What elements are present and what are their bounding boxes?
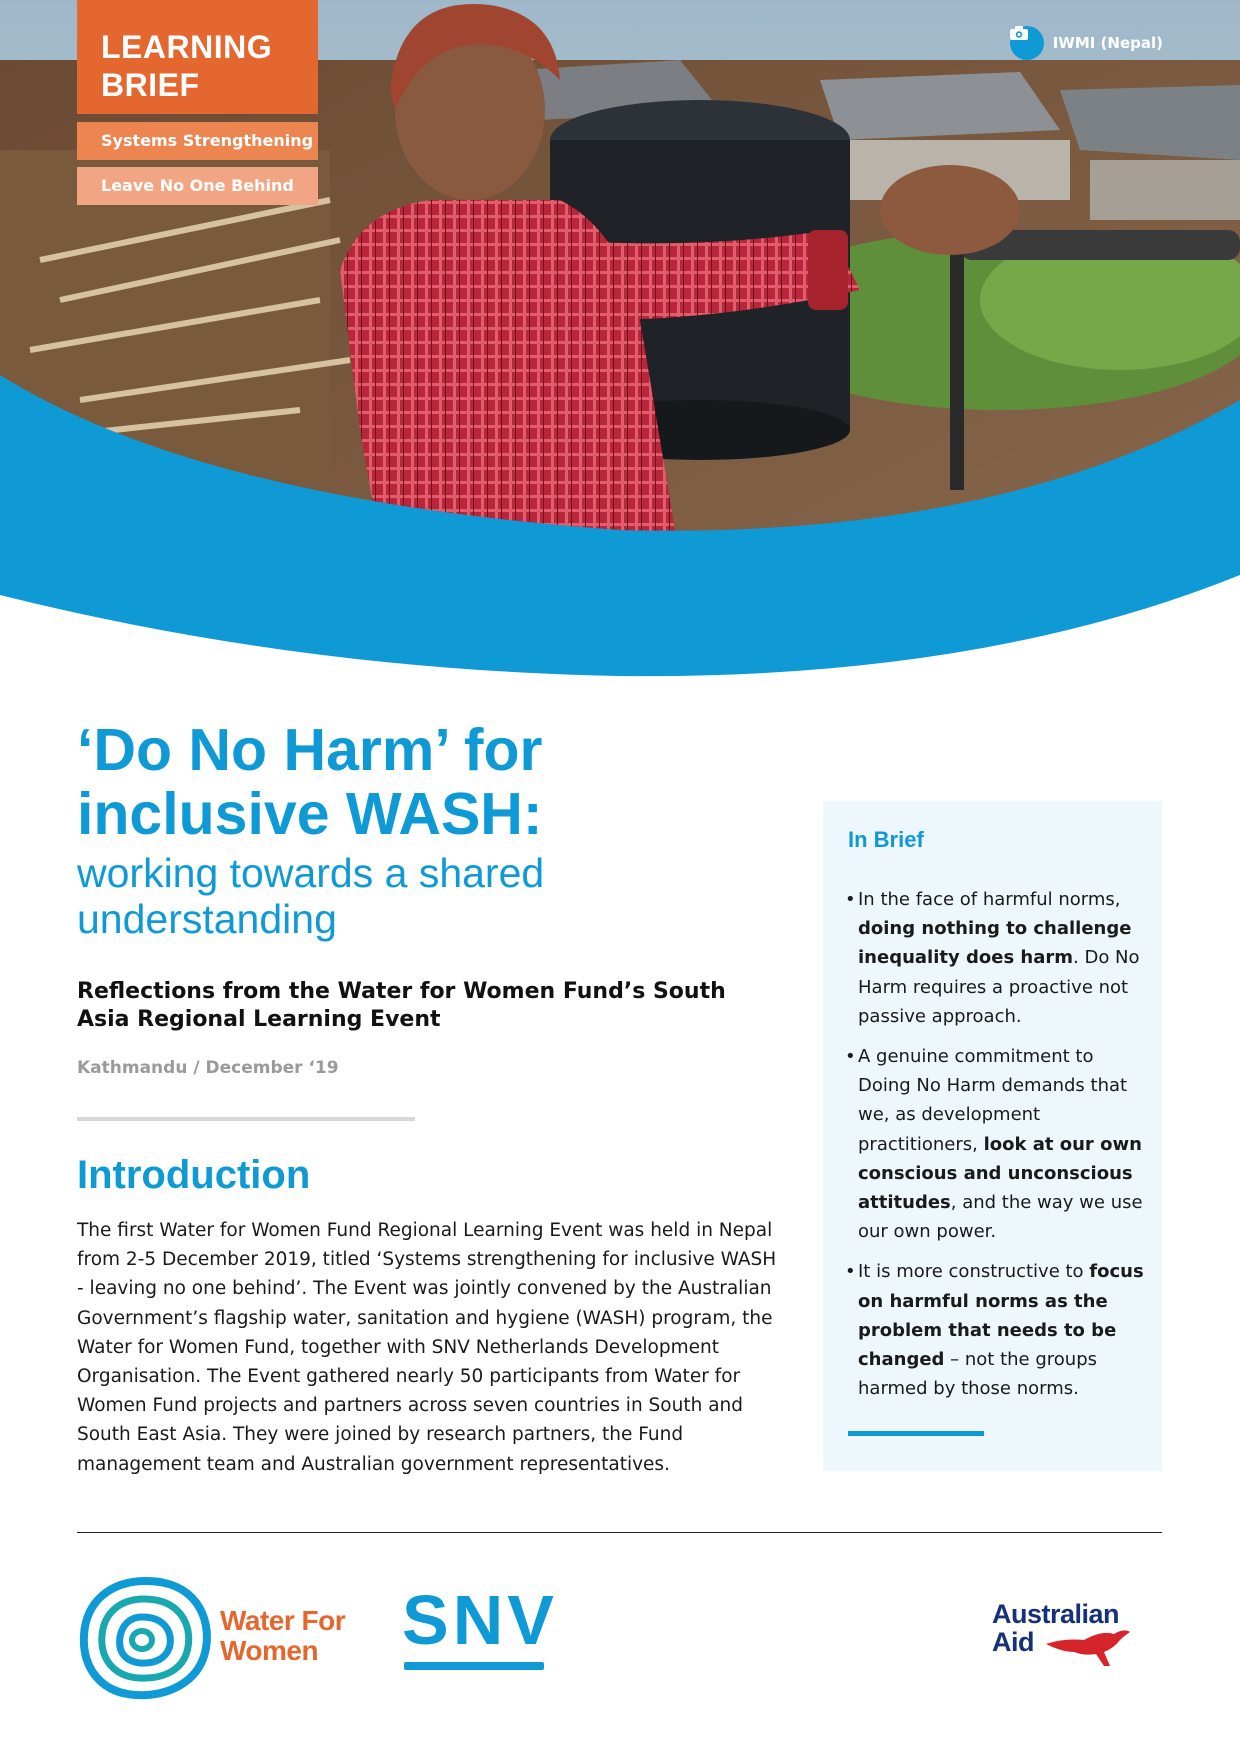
aus-line-1: Australian <box>992 1599 1120 1629</box>
snv-underline <box>404 1662 544 1670</box>
aus-line-2: Aid <box>992 1627 1034 1657</box>
reflections-heading: Reflections from the Water for Women Fund’s South Asia Regional Learning Event <box>77 979 726 1032</box>
divider <box>77 1117 415 1121</box>
label-line-2: BRIEF <box>101 67 200 103</box>
in-brief-item: • A genuine commitment to Doing No Harm demands that we, as development practitioners, look at our own conscious and unconscious attitudes, and the way we use our own power. <box>845 1042 1150 1246</box>
in-brief-panel <box>823 801 1162 1471</box>
footer-divider <box>77 1532 1162 1533</box>
wfw-line-2: Women <box>220 1635 319 1666</box>
learning-brief-label <box>77 0 318 114</box>
tag-leave-no-one-behind: Leave No One Behind <box>77 167 318 205</box>
water-for-women-logo-icon <box>76 1573 216 1703</box>
page-subtitle <box>77 850 777 942</box>
dateline: Kathmandu / December ‘19 <box>77 1058 339 1078</box>
camera-icon <box>1010 26 1044 60</box>
introduction-body: The first Water for Women Fund Regional Learning Event was held in Nepal from 2-5 December 2019, titled ‘Systems strengthening for inclusive WASH - leaving no one behind’. The Event was jointly convened by the Australian Government’s flagship water, sanitation and hygiene (WASH) program, the Water for Women Fund, together with SNV Netherlands Development Organisation. The Event gathered nearly 50 participants from Water for Women Fund projects and partners across seven countries in South and South East Asia. They were joined by research partners, the Fund management team and Australian government representatives. <box>77 1220 777 1475</box>
snv-logo: SNV <box>402 1581 558 1659</box>
page-title <box>77 718 777 846</box>
kangaroo-icon <box>1044 1624 1136 1670</box>
tag-systems-strengthening: Systems Strengthening <box>77 122 318 160</box>
in-brief-item: • In the face of harmful norms, doing nothing to challenge inequality does harm. Do No Harm requires a proactive not passive approach. <box>845 885 1150 1031</box>
hero-photo <box>0 0 1240 690</box>
subtitle-line-2: understanding <box>77 896 337 942</box>
in-brief-heading: In Brief <box>848 827 924 852</box>
in-brief-accent-rule <box>848 1431 984 1436</box>
introduction-heading: Introduction <box>77 1153 311 1197</box>
subtitle-line-1: working towards a shared <box>77 850 545 896</box>
in-brief-list <box>845 885 1150 1414</box>
photo-credit <box>1010 26 1163 60</box>
water-for-women-wordmark <box>220 1606 345 1666</box>
label-line-1: LEARNING <box>101 29 273 65</box>
title-line-2: inclusive WASH: <box>77 781 543 847</box>
wfw-line-1: Water For <box>220 1605 346 1636</box>
title-line-1: ‘Do No Harm’ for <box>77 717 543 783</box>
in-brief-item: • It is more constructive to focus on harmful norms as the problem that needs to be changed – not the groups harmed by those norms. <box>845 1257 1150 1403</box>
photo-credit-text: IWMI (Nepal) <box>1052 34 1163 52</box>
